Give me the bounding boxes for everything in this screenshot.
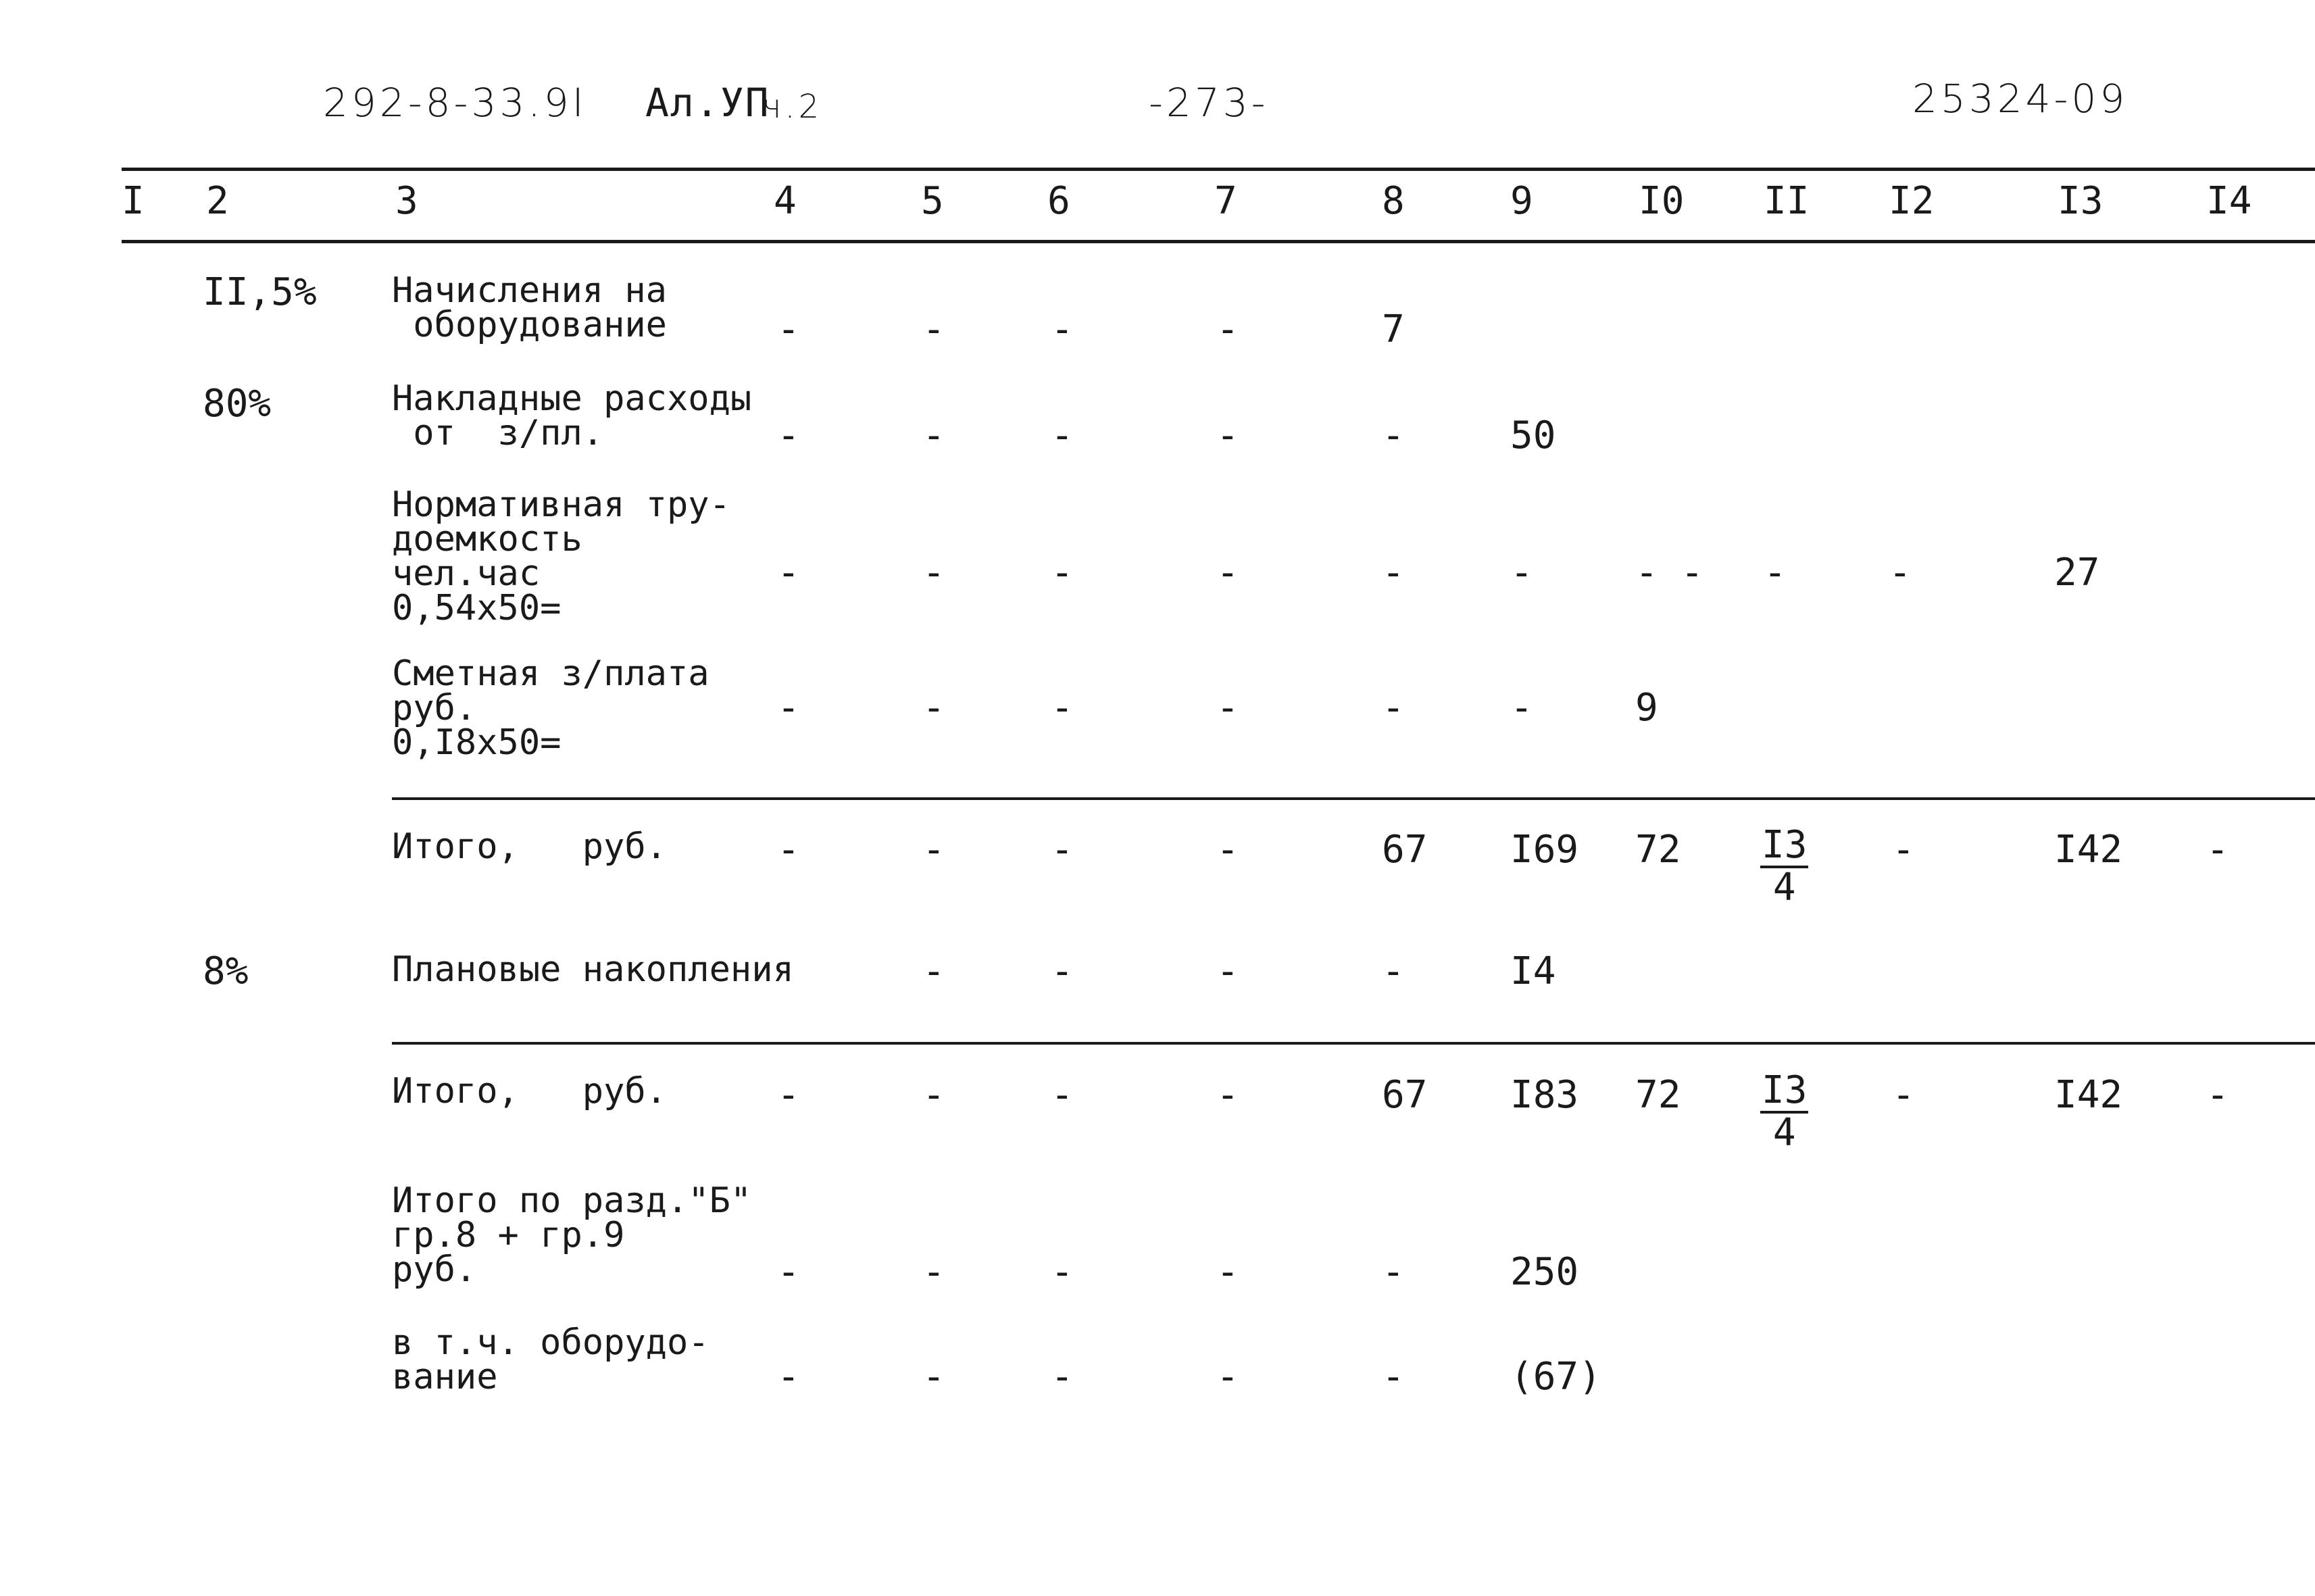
cell-col6: -	[1051, 949, 1074, 993]
cell-col10: 72	[1635, 828, 1681, 872]
cell-col8: 67	[1382, 828, 1428, 872]
page-number: -273-	[1149, 80, 1269, 126]
cell-col4: -	[777, 551, 800, 595]
row-label: Итого, руб.	[392, 826, 667, 867]
percent-label: II,5%	[203, 270, 317, 314]
cell-col10: 72	[1635, 1073, 1681, 1117]
cell-col4: -	[777, 686, 800, 730]
cell-col13: I42	[2054, 828, 2123, 872]
cell-col7: -	[1216, 551, 1239, 595]
cell-col7: -	[1216, 414, 1239, 457]
cell-col9: -	[1510, 551, 1533, 595]
cell-col9: 250	[1510, 1250, 1579, 1294]
row-label: в т.ч. оборудо- вание	[392, 1322, 710, 1397]
cell-col7: -	[1216, 307, 1239, 351]
fraction-col11	[1760, 1068, 1808, 1155]
row-label: Сметная з/плата руб. 0,I8x50=	[392, 653, 710, 763]
column-number: 9	[1510, 179, 1533, 223]
cell-col9: -	[1510, 686, 1533, 730]
cell-col7: -	[1216, 949, 1239, 993]
cell-col8: -	[1382, 1355, 1405, 1399]
cell-col5: -	[922, 686, 945, 730]
cell-col9: I69	[1510, 828, 1579, 872]
cell-col7: -	[1216, 828, 1239, 872]
row-label: Плановые накопления	[392, 949, 794, 990]
column-number: I0	[1639, 179, 1685, 223]
percent-label: 80%	[203, 382, 272, 426]
cell-col8: -	[1382, 949, 1405, 993]
cell-col5: -	[922, 1355, 945, 1399]
cell-col6: -	[1051, 1355, 1074, 1399]
cell-col9: (67)	[1510, 1355, 1601, 1399]
percent-label: 8%	[203, 949, 249, 993]
subtotal-rule	[392, 797, 2315, 800]
cell-col13: 27	[2054, 551, 2100, 595]
cell-col4: -	[777, 1073, 800, 1117]
fraction-denominator: 4	[1772, 865, 1796, 909]
column-number: 3	[395, 179, 418, 223]
cell-col4: -	[777, 828, 800, 872]
cell-col12: -	[1892, 1073, 1915, 1117]
cell-col8: -	[1382, 551, 1405, 595]
cell-col4: -	[777, 307, 800, 351]
cell-col6: -	[1051, 551, 1074, 595]
row-label: Накладные расходы от з/пл.	[392, 378, 752, 453]
cell-col5: -	[922, 307, 945, 351]
cell-col8: -	[1382, 686, 1405, 730]
column-number: 7	[1214, 179, 1237, 223]
cell-col14: -	[2206, 828, 2229, 872]
cell-col10: - -	[1635, 551, 1704, 595]
cell-col5: -	[922, 949, 945, 993]
column-number: 4	[774, 179, 797, 223]
header-bottom-rule	[122, 240, 2315, 243]
header-top-rule	[122, 168, 2315, 171]
row-label: Итого по разд."Б" гр.8 + гр.9 руб.	[392, 1180, 752, 1290]
cell-col10: 9	[1635, 686, 1658, 730]
cell-col13: I42	[2054, 1073, 2123, 1117]
cell-col4: -	[777, 1250, 800, 1294]
column-number: I4	[2206, 179, 2252, 223]
fraction-denominator: 4	[1772, 1110, 1796, 1155]
cell-col9: I4	[1510, 949, 1556, 993]
cell-col11: -	[1764, 551, 1787, 595]
cell-col8: -	[1382, 414, 1405, 457]
document-code: 292-8-33.9I	[323, 80, 587, 126]
part-label: ч.2	[762, 88, 823, 126]
column-number: I2	[1889, 179, 1935, 223]
column-number: I	[122, 179, 145, 223]
sheet-code: 25324-09	[1912, 76, 2129, 122]
cell-col5: -	[922, 1250, 945, 1294]
cell-col8: 67	[1382, 1073, 1428, 1117]
cell-col8: 7	[1382, 307, 1405, 351]
row-label: Начисления на оборудование	[392, 270, 667, 345]
cell-col6: -	[1051, 686, 1074, 730]
fraction-numerator: I3	[1762, 823, 1808, 867]
cell-col9: I83	[1510, 1073, 1579, 1117]
row-label: Итого, руб.	[392, 1071, 667, 1112]
cell-col7: -	[1216, 1250, 1239, 1294]
column-number: 5	[921, 179, 944, 223]
cell-col8: -	[1382, 1250, 1405, 1294]
column-number: 2	[206, 179, 229, 223]
total-rule	[392, 1042, 2315, 1045]
column-number: 8	[1382, 179, 1405, 223]
fraction-numerator: I3	[1762, 1068, 1808, 1112]
column-number: 6	[1047, 179, 1070, 223]
cell-col6: -	[1051, 307, 1074, 351]
cell-col6: -	[1051, 828, 1074, 872]
cell-col4: -	[777, 414, 800, 457]
cell-col5: -	[922, 414, 945, 457]
cell-col7: -	[1216, 1355, 1239, 1399]
fraction-col11	[1760, 823, 1808, 909]
cell-col7: -	[1216, 1073, 1239, 1117]
album-label: Ал.УП	[645, 80, 770, 126]
cell-col6: -	[1051, 1250, 1074, 1294]
cell-col7: -	[1216, 686, 1239, 730]
cell-col12: -	[1889, 551, 1912, 595]
cell-col5: -	[922, 828, 945, 872]
cell-col4: -	[777, 1355, 800, 1399]
cell-col5: -	[922, 1073, 945, 1117]
column-number: I3	[2058, 179, 2104, 223]
cell-col6: -	[1051, 1073, 1074, 1117]
cell-col14: -	[2206, 1073, 2229, 1117]
cell-col5: -	[922, 551, 945, 595]
cell-col12: -	[1892, 828, 1915, 872]
cell-col9: 50	[1510, 414, 1556, 457]
cell-col6: -	[1051, 414, 1074, 457]
row-label: Нормативная тру- доемкость чел.час 0,54x50=	[392, 484, 730, 628]
column-number: II	[1764, 179, 1810, 223]
